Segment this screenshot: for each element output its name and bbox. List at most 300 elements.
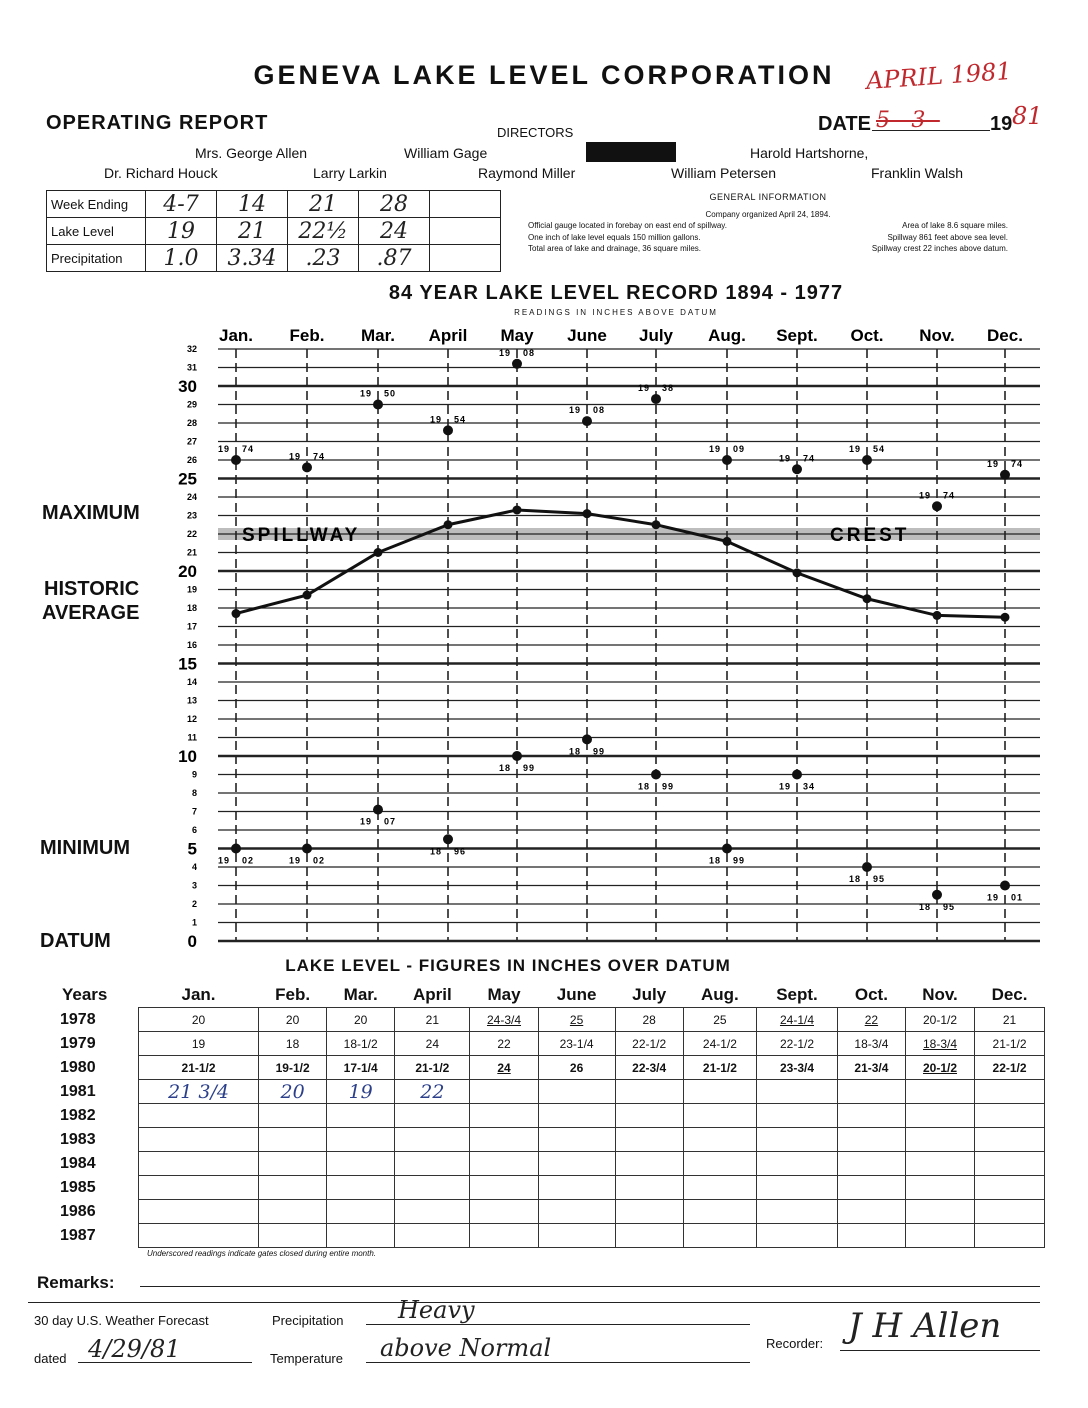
levels-cell: 20-1/2	[905, 1056, 974, 1080]
month-label: Dec.	[987, 326, 1023, 345]
levels-cell	[139, 1128, 259, 1152]
y-tick-label: 16	[186, 640, 197, 650]
minimum-point	[231, 844, 241, 854]
levels-cell: 25	[683, 1008, 756, 1032]
levels-cell	[395, 1152, 470, 1176]
levels-header-cell: Dec.	[991, 985, 1028, 1004]
year-label: 19	[986, 458, 999, 469]
levels-year: 1981	[46, 1080, 139, 1104]
year-label: 99	[733, 855, 746, 866]
levels-cell: 24-1/4	[757, 1008, 838, 1032]
year-label: 74	[943, 490, 956, 501]
year-label: 34	[803, 781, 816, 792]
y-tick-label: 15	[178, 654, 197, 674]
levels-cell	[683, 1080, 756, 1104]
month-label: Nov.	[919, 326, 955, 345]
y-tick-label: 22	[186, 529, 197, 539]
levels-year: 1978	[46, 1008, 139, 1032]
general-info-line: Area of lake 8.6 square miles.	[902, 221, 1008, 230]
levels-cell: 24	[395, 1032, 470, 1056]
y-tick-label: 27	[186, 436, 197, 447]
levels-cell	[259, 1200, 327, 1224]
average-point	[793, 568, 802, 577]
y-tick-label: 25	[178, 469, 197, 489]
year-label: 95	[943, 901, 956, 912]
date-year-handwritten: 81	[1012, 102, 1043, 130]
maximum-point	[722, 455, 732, 465]
general-info-organized: Company organized April 24, 1894.	[705, 209, 831, 219]
levels-cell	[538, 1224, 615, 1248]
year-label: 99	[593, 746, 606, 757]
minimum-point	[582, 734, 592, 744]
levels-cell	[837, 1200, 905, 1224]
y-tick-label: 18	[186, 603, 197, 613]
weekly-cell: 4-7	[146, 191, 217, 218]
weekly-cell: 22½	[288, 218, 359, 245]
levels-cell: 22-3/4	[615, 1056, 683, 1080]
levels-cell: 18	[259, 1032, 327, 1056]
levels-cell	[975, 1152, 1045, 1176]
maximum-point	[443, 425, 453, 435]
y-tick-label: 3	[191, 880, 197, 891]
average-point	[652, 520, 661, 529]
maximum-point	[302, 462, 312, 472]
levels-cell	[757, 1176, 838, 1200]
levels-row	[46, 1200, 1045, 1224]
levels-cell	[905, 1224, 974, 1248]
levels-cell	[757, 1224, 838, 1248]
levels-year: 1982	[46, 1104, 139, 1128]
levels-cell	[837, 1224, 905, 1248]
levels-cell	[395, 1200, 470, 1224]
weekly-row-label: Week Ending	[47, 191, 146, 218]
levels-cell	[470, 1200, 538, 1224]
levels-cell	[683, 1152, 756, 1176]
levels-cell	[757, 1152, 838, 1176]
director-name: Larry Larkin	[313, 165, 387, 181]
y-tick-label: 21	[186, 547, 197, 558]
levels-cell	[538, 1104, 615, 1128]
dated-line	[78, 1362, 252, 1363]
levels-row	[46, 1056, 1045, 1080]
y-tick-label: 12	[186, 714, 197, 724]
average-point	[583, 509, 592, 518]
levels-cell	[837, 1080, 905, 1104]
levels-row	[46, 1008, 1045, 1032]
levels-year: 1984	[46, 1152, 139, 1176]
temperature-line	[366, 1362, 750, 1363]
levels-cell: 21	[975, 1008, 1045, 1032]
levels-year: 1987	[46, 1224, 139, 1248]
levels-year: 1979	[46, 1032, 139, 1056]
levels-cell	[837, 1152, 905, 1176]
levels-header-cell: Years	[62, 985, 108, 1005]
handwritten-month: APRIL 1981	[865, 56, 1013, 96]
levels-cell	[975, 1128, 1045, 1152]
date-label: DATE	[818, 113, 871, 135]
levels-cell: 22-1/2	[757, 1032, 838, 1056]
year-label: 02	[313, 855, 326, 866]
levels-cell	[615, 1224, 683, 1248]
weekly-cell: 1.0	[146, 245, 217, 272]
levels-cell	[837, 1176, 905, 1200]
levels-title: LAKE LEVEL - FIGURES IN INCHES OVER DATUM	[285, 956, 731, 975]
year-label: 19	[359, 816, 372, 827]
year-label: 74	[803, 453, 816, 464]
company-title: GENEVA LAKE LEVEL CORPORATION	[253, 60, 835, 90]
month-label: Mar.	[360, 326, 396, 345]
year-label: 19	[498, 347, 511, 358]
forecast-label: 30 day U.S. Weather Forecast	[34, 1313, 209, 1328]
year-label: 19	[637, 382, 650, 393]
year-label: 18	[568, 746, 581, 757]
year-label: 95	[873, 874, 886, 884]
remarks-line	[140, 1286, 1040, 1287]
levels-cell	[327, 1200, 395, 1224]
year-label: 38	[662, 382, 675, 393]
levels-cell	[327, 1152, 395, 1176]
levels-cell: 22-1/2	[975, 1056, 1045, 1080]
levels-cell: 22	[837, 1008, 905, 1032]
year-label: 74	[313, 451, 326, 462]
y-tick-label: 19	[186, 584, 197, 595]
average-point	[933, 611, 942, 620]
month-label: July	[638, 326, 674, 345]
y-tick-label: 17	[186, 621, 197, 632]
levels-cell	[395, 1128, 470, 1152]
levels-cell: 20	[139, 1008, 259, 1032]
y-tick-label: 6	[191, 825, 197, 835]
levels-cell: 23-3/4	[757, 1056, 838, 1080]
general-info-line: Spillway 861 feet above sea level.	[887, 232, 1008, 242]
weekly-cell: 21	[217, 218, 288, 245]
levels-cell	[615, 1104, 683, 1128]
weekly-cell: 28	[359, 191, 430, 218]
levels-cell	[683, 1224, 756, 1248]
y-tick-label: 11	[187, 732, 197, 743]
levels-cell	[538, 1176, 615, 1200]
weekly-cell: 19	[146, 218, 217, 245]
year-label: 07	[384, 816, 397, 827]
y-tick-label: 30	[178, 377, 197, 396]
y-tick-label: 10	[178, 747, 197, 766]
levels-cell: 22-1/2	[615, 1032, 683, 1056]
levels-cell	[327, 1224, 395, 1248]
y-tick-label: 13	[186, 695, 197, 706]
year-label: 50	[384, 388, 397, 399]
levels-cell: 19	[139, 1032, 259, 1056]
levels-cell: 20-1/2	[905, 1008, 974, 1032]
levels-cell: 26	[538, 1056, 615, 1080]
levels-cell: 28	[615, 1008, 683, 1032]
maximum-point	[1000, 470, 1010, 480]
year-label: 99	[523, 763, 536, 773]
average-point	[232, 609, 241, 618]
levels-cell	[905, 1104, 974, 1128]
year-label: 96	[454, 846, 467, 857]
y-tick-label: 31	[186, 362, 197, 373]
year-label: 74	[242, 444, 255, 454]
levels-cell	[905, 1152, 974, 1176]
y-tick-label: 14	[186, 677, 197, 687]
minimum-point	[373, 805, 383, 815]
levels-cell	[139, 1176, 259, 1200]
y-tick-label: 8	[191, 788, 197, 798]
year-label: 19	[708, 444, 721, 454]
y-tick-label: 26	[186, 455, 197, 465]
year-label: 19	[429, 414, 442, 425]
levels-cell	[837, 1128, 905, 1152]
levels-cell	[470, 1080, 538, 1104]
average-point	[1001, 613, 1010, 622]
month-label: May	[500, 326, 534, 345]
levels-cell: 20	[259, 1080, 327, 1104]
month-label: Oct.	[850, 326, 884, 345]
year-label: 19	[848, 444, 861, 454]
levels-header-cell: Jan.	[181, 985, 216, 1004]
maximum-point	[231, 455, 241, 465]
chart-title: 84 YEAR LAKE LEVEL RECORD 1894 - 1977	[388, 282, 844, 304]
year-label: 19	[778, 781, 791, 792]
year-label: 99	[662, 781, 675, 792]
average-point	[513, 505, 522, 514]
levels-row	[46, 1080, 1045, 1104]
levels-cell	[538, 1080, 615, 1104]
average-point	[863, 594, 872, 603]
levels-year: 1985	[46, 1176, 139, 1200]
levels-cell	[259, 1128, 327, 1152]
maximum-point	[862, 455, 872, 465]
levels-cell	[395, 1104, 470, 1128]
y-tick-label: 20	[178, 562, 197, 581]
directors-label: DIRECTORS	[497, 125, 574, 140]
precipitation-line	[366, 1324, 750, 1325]
general-info-line: Total area of lake and drainage, 36 square miles.	[528, 244, 701, 253]
recorder-signature: J H Allen	[848, 1306, 1002, 1346]
minimum-point	[792, 770, 802, 780]
levels-cell	[757, 1104, 838, 1128]
year-label: 09	[733, 444, 746, 454]
levels-cell	[757, 1200, 838, 1224]
y-tick-label: 0	[187, 932, 197, 951]
levels-cell	[975, 1224, 1045, 1248]
levels-cell	[470, 1224, 538, 1248]
dated-value: 4/29/81	[88, 1335, 181, 1363]
levels-header-cell: Feb.	[275, 985, 311, 1004]
levels-cell	[683, 1104, 756, 1128]
lake-level-table	[46, 983, 1045, 1248]
weekly-cell: 3.34	[217, 245, 288, 272]
levels-cell: 17-1/4	[327, 1056, 395, 1080]
levels-cell	[905, 1176, 974, 1200]
maximum-point	[932, 501, 942, 511]
levels-cell	[757, 1080, 838, 1104]
levels-cell	[470, 1104, 538, 1128]
remarks-label: Remarks:	[37, 1273, 115, 1292]
year-label: 19	[217, 855, 230, 866]
levels-cell: 25	[538, 1008, 615, 1032]
levels-cell	[975, 1176, 1045, 1200]
levels-year: 1983	[46, 1128, 139, 1152]
levels-cell	[538, 1200, 615, 1224]
levels-cell	[395, 1176, 470, 1200]
maximum-point	[651, 394, 661, 404]
year-label: 18	[637, 781, 650, 792]
levels-footnote: Underscored readings indicate gates closed during entire month.	[147, 1249, 377, 1258]
levels-cell	[470, 1176, 538, 1200]
levels-cell: 22	[395, 1080, 470, 1104]
minimum-label: MINIMUM	[40, 837, 130, 859]
y-tick-label: 29	[186, 399, 197, 410]
levels-header-cell: April	[412, 985, 452, 1004]
levels-cell	[757, 1128, 838, 1152]
levels-cell	[905, 1080, 974, 1104]
year-label: 19	[217, 444, 230, 454]
weekly-cell: 21	[288, 191, 359, 218]
levels-cell	[327, 1104, 395, 1128]
minimum-point	[302, 844, 312, 854]
y-tick-label: 4	[191, 862, 197, 872]
levels-cell: 21-1/2	[683, 1056, 756, 1080]
weekly-cell: .23	[288, 245, 359, 272]
temperature-label: Temperature	[270, 1351, 343, 1366]
year-label: 18	[918, 901, 931, 912]
year-label: 19	[918, 490, 931, 501]
levels-cell: 18-3/4	[837, 1032, 905, 1056]
report-title: OPERATING REPORT	[46, 112, 269, 134]
levels-cell	[975, 1200, 1045, 1224]
levels-cell: 21-3/4	[837, 1056, 905, 1080]
year-label: 01	[1011, 892, 1024, 903]
remarks-line	[28, 1302, 1040, 1303]
minimum-point	[862, 862, 872, 872]
levels-cell	[139, 1224, 259, 1248]
weekly-row-label: Precipitation	[47, 245, 146, 272]
year-label: 74	[1011, 458, 1024, 469]
temperature-value: above Normal	[380, 1334, 552, 1362]
average-label: AVERAGE	[42, 602, 140, 624]
weekly-cell: 14	[217, 191, 288, 218]
weekly-cell: .87	[359, 245, 430, 272]
levels-header-row	[46, 983, 1045, 1008]
director-name: William Gage	[404, 145, 488, 161]
weekly-cell: 24	[359, 218, 430, 245]
crest-label: CREST	[830, 525, 910, 546]
recorder-label: Recorder:	[766, 1336, 824, 1351]
levels-cell: 22	[470, 1032, 538, 1056]
month-label: Feb.	[289, 326, 325, 345]
weekly-row-label: Lake Level	[47, 218, 146, 245]
levels-year: 1986	[46, 1200, 139, 1224]
levels-header-cell: Oct.	[854, 985, 888, 1004]
levels-cell	[259, 1104, 327, 1128]
director-name: Franklin Walsh	[871, 165, 964, 181]
general-info-line: One inch of lake level equals 150 million gallons.	[528, 232, 701, 242]
levels-cell: 23-1/4	[538, 1032, 615, 1056]
levels-header-cell: Mar.	[343, 985, 378, 1004]
year-label: 18	[429, 846, 442, 857]
levels-cell	[259, 1152, 327, 1176]
y-tick-label: 5	[187, 839, 197, 859]
average-point	[723, 537, 732, 546]
levels-cell	[683, 1200, 756, 1224]
levels-header-cell: Aug.	[701, 985, 739, 1004]
date-century: 19	[990, 113, 1013, 135]
levels-cell	[683, 1128, 756, 1152]
y-tick-label: 32	[186, 344, 197, 354]
levels-cell	[975, 1104, 1045, 1128]
year-label: 18	[708, 855, 721, 866]
y-tick-label: 7	[191, 806, 197, 817]
recorder-line	[840, 1350, 1040, 1351]
year-label: 54	[454, 414, 467, 425]
levels-cell	[538, 1152, 615, 1176]
levels-row	[46, 1104, 1045, 1128]
maximum-label: MAXIMUM	[42, 502, 140, 524]
year-label: 08	[593, 405, 606, 416]
levels-cell	[538, 1128, 615, 1152]
precipitation-value: Heavy	[398, 1296, 475, 1324]
levels-cell	[139, 1104, 259, 1128]
year-label: 54	[873, 444, 886, 454]
levels-cell: 21	[395, 1008, 470, 1032]
levels-cell: 21-1/2	[975, 1032, 1045, 1056]
levels-cell	[615, 1176, 683, 1200]
chart-subtitle: READINGS IN INCHES ABOVE DATUM	[514, 308, 718, 317]
minimum-point	[443, 834, 453, 844]
director-name: Dr. Richard Houck	[104, 165, 218, 181]
director-name: Mrs. George Allen	[195, 145, 308, 161]
levels-cell	[327, 1176, 395, 1200]
year-label: 08	[523, 347, 536, 358]
maximum-point	[373, 400, 383, 410]
levels-cell: 24	[470, 1056, 538, 1080]
levels-cell	[615, 1080, 683, 1104]
y-tick-label: 24	[186, 492, 197, 502]
levels-header-cell: Sept.	[776, 985, 818, 1004]
year-label: 19	[568, 405, 581, 416]
levels-cell	[615, 1128, 683, 1152]
levels-year: 1980	[46, 1056, 139, 1080]
y-tick-label: 28	[186, 418, 197, 428]
levels-cell	[139, 1200, 259, 1224]
minimum-point	[512, 751, 522, 761]
levels-row	[46, 1032, 1045, 1056]
levels-header-cell: Nov.	[922, 985, 958, 1004]
levels-row	[46, 1224, 1045, 1248]
precipitation-label: Precipitation	[272, 1313, 344, 1328]
levels-cell: 18-1/2	[327, 1032, 395, 1056]
levels-cell: 20	[327, 1008, 395, 1032]
dated-label: dated	[34, 1351, 67, 1366]
levels-cell: 19	[327, 1080, 395, 1104]
levels-cell	[327, 1128, 395, 1152]
y-tick-label: 1	[191, 917, 197, 928]
levels-row	[46, 1176, 1045, 1200]
levels-row	[46, 1128, 1045, 1152]
levels-cell: 20	[259, 1008, 327, 1032]
historic-label: HISTORIC	[44, 578, 140, 600]
year-label: 02	[242, 855, 255, 866]
maximum-point	[582, 416, 592, 426]
year-label: 19	[359, 388, 372, 399]
director-name: Harold Hartshorne,	[750, 145, 869, 161]
levels-cell: 21 3/4	[139, 1080, 259, 1104]
year-label: 18	[498, 763, 511, 773]
levels-row	[46, 1152, 1045, 1176]
maximum-point	[512, 359, 522, 369]
levels-cell	[975, 1080, 1045, 1104]
